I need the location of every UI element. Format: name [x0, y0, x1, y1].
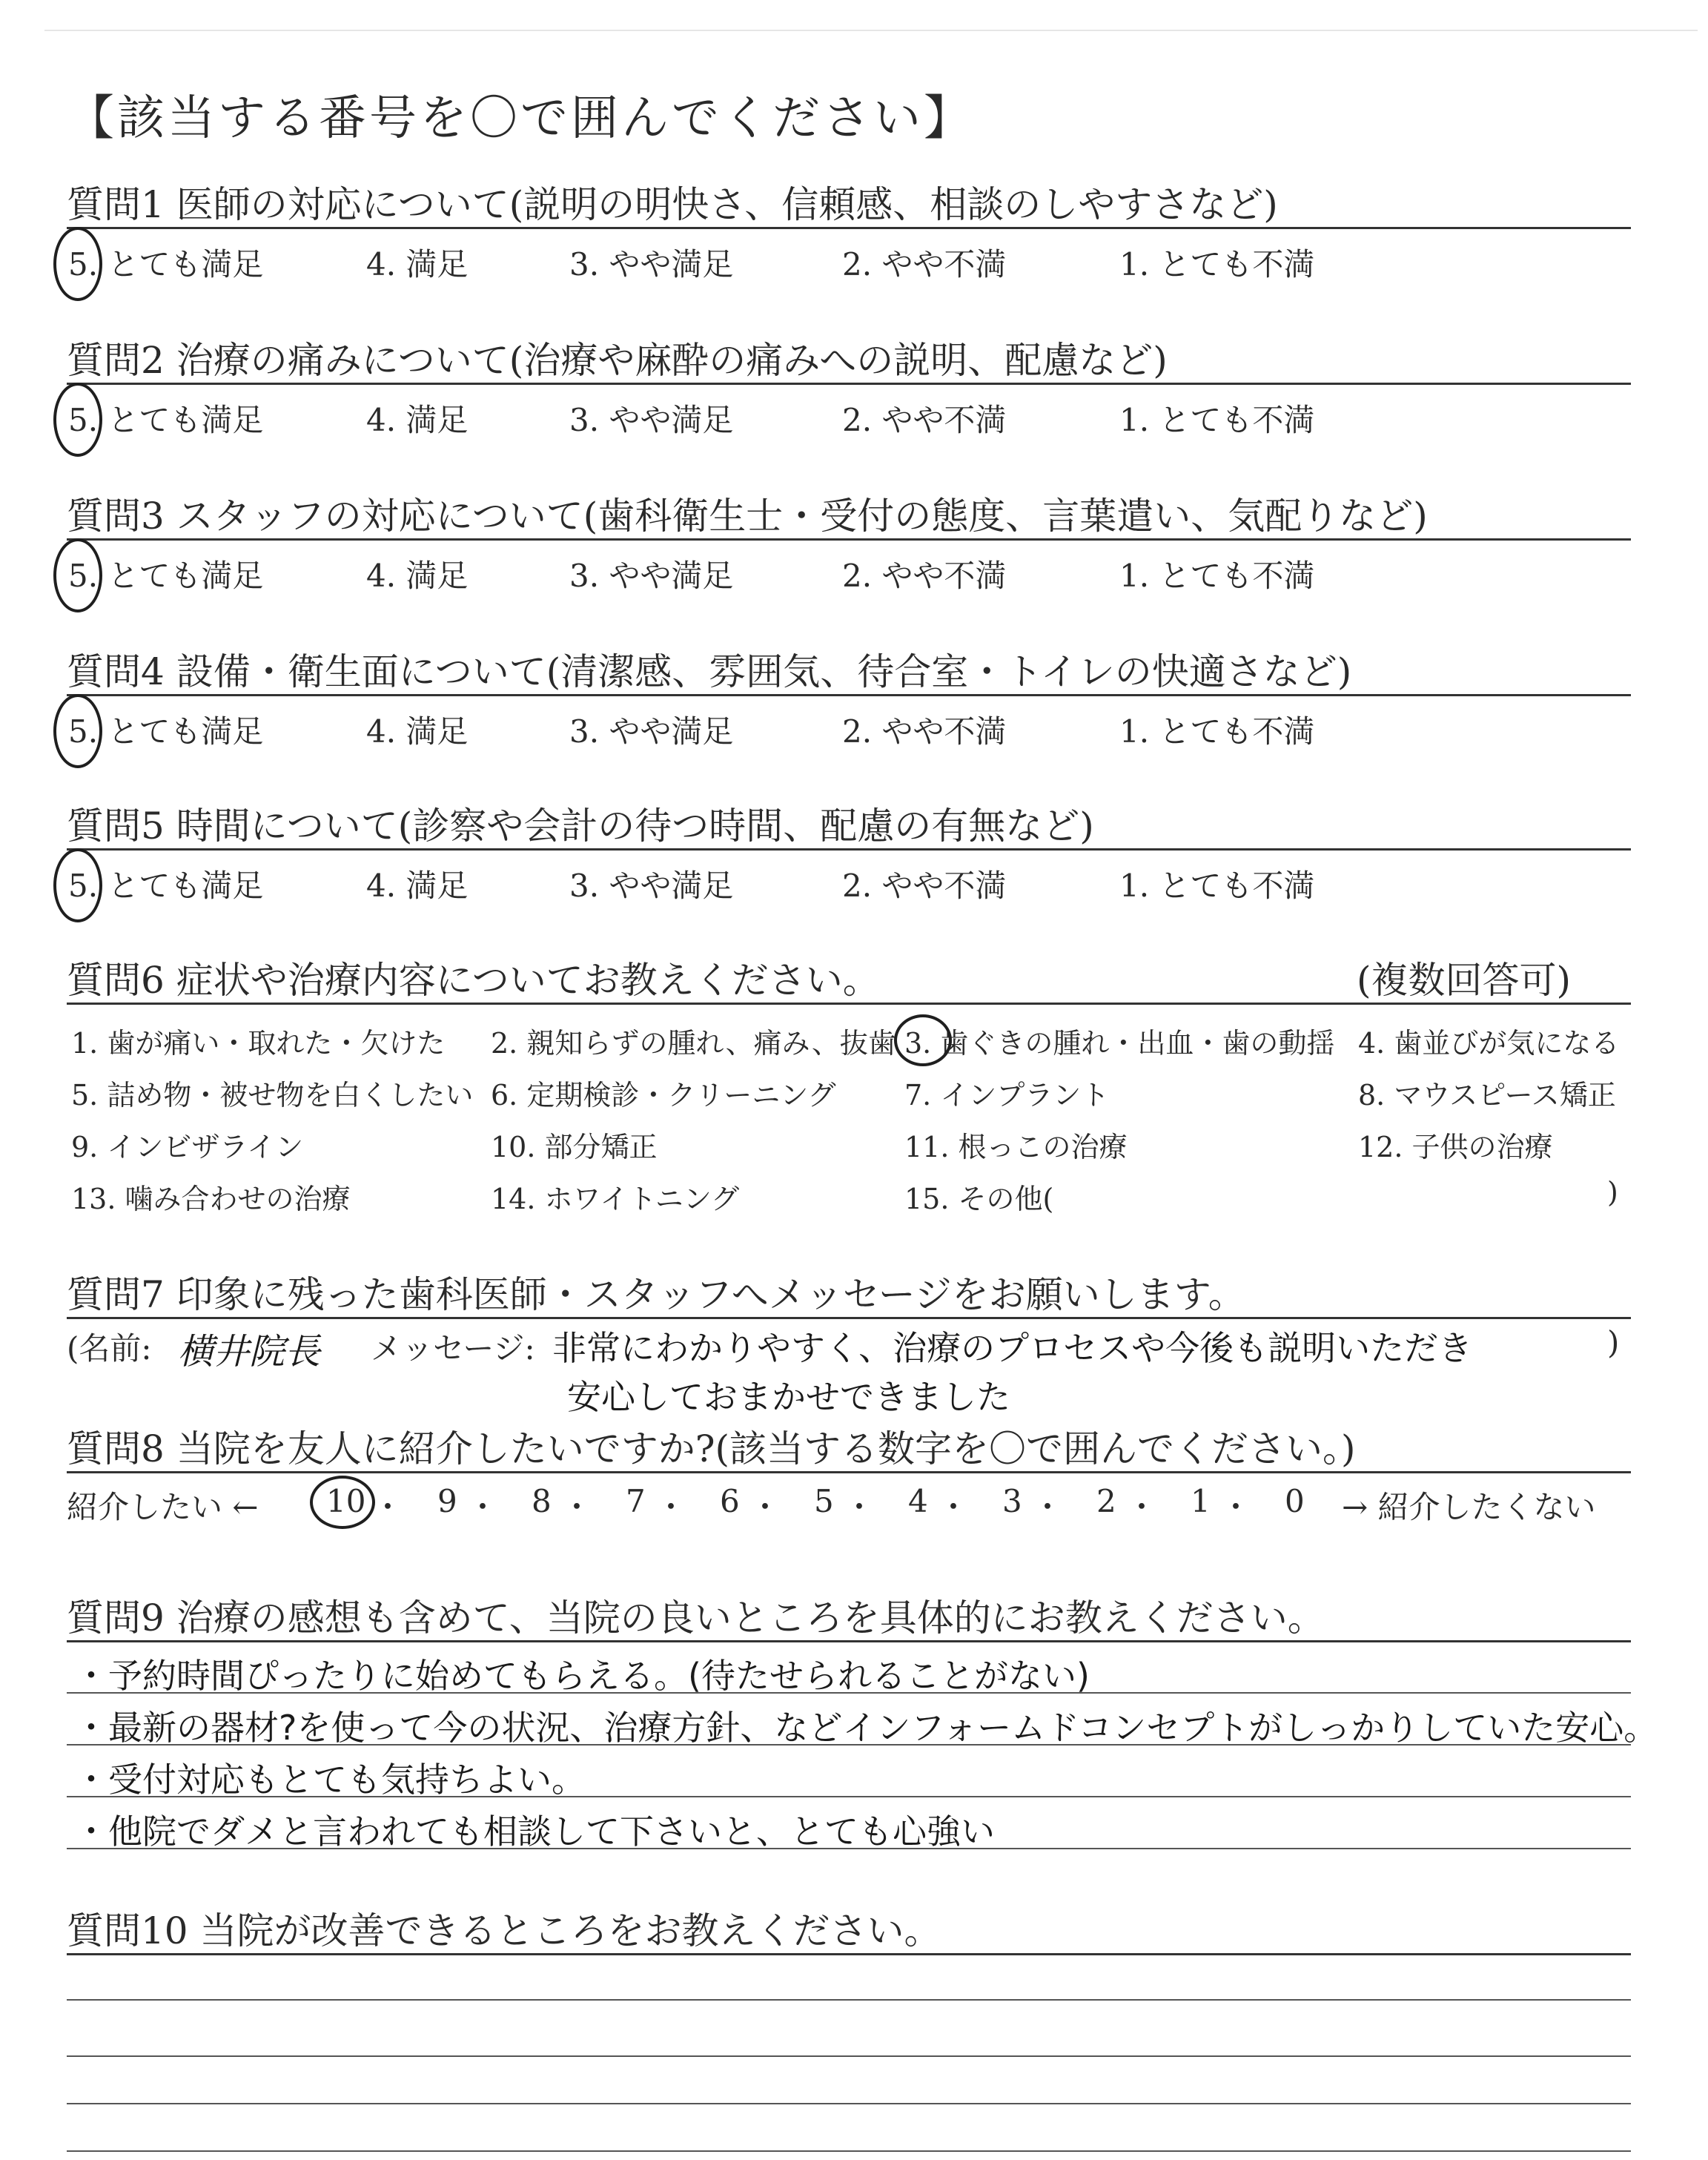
q8-separator: ・ — [844, 1489, 875, 1525]
q5-title: 質問5 時間について(診察や会計の待つ時間、配慮の有無など) — [67, 805, 1094, 848]
q6-item-4[interactable]: 4. 歯並びが気になる — [1358, 1027, 1620, 1060]
q6-item-12[interactable]: 12. 子供の治療 — [1358, 1131, 1553, 1163]
q8-score-5[interactable]: 5 — [814, 1483, 834, 1519]
q2-option-4[interactable]: 4. 満足 — [366, 402, 469, 438]
q1-option-5[interactable]: 5. とても満足 — [68, 246, 264, 283]
q4-title: 質問4 設備・衛生面について(清潔感、雰囲気、待合室・トイレの快適さなど) — [67, 650, 1352, 693]
q8-score-10[interactable]: 10 — [326, 1483, 366, 1519]
q8-score-8[interactable]: 8 — [532, 1483, 552, 1519]
q8-score-4[interactable]: 4 — [908, 1483, 928, 1519]
q2-rule — [67, 383, 1631, 385]
q5-rule — [67, 848, 1631, 851]
q8-separator: ・ — [938, 1489, 970, 1525]
q4-option-1[interactable]: 1. とても不満 — [1119, 713, 1315, 750]
q6-item-1[interactable]: 1. 歯が痛い・取れた・欠けた — [71, 1027, 446, 1060]
q7-rule — [67, 1317, 1631, 1319]
q10-rule — [67, 2055, 1631, 2057]
q2-option-3[interactable]: 3. やや満足 — [569, 402, 734, 438]
q8-separator: ・ — [1032, 1489, 1064, 1525]
q10-rule — [67, 1999, 1631, 2001]
q6-item-15[interactable]: 15. その他( — [904, 1183, 1054, 1215]
q8-score-6[interactable]: 6 — [720, 1483, 740, 1519]
q7-close-paren: ) — [1607, 1324, 1620, 1361]
q8-score-1[interactable]: 1 — [1191, 1483, 1211, 1519]
q1-rule — [67, 227, 1631, 229]
q9-answer-1: ・予約時間ぴったりに始めてもらえる。(待たせられることがない) — [74, 1656, 1090, 1696]
q6-item-10[interactable]: 10. 部分矯正 — [491, 1131, 658, 1163]
q3-option-1[interactable]: 1. とても不満 — [1119, 558, 1315, 594]
q5-option-3[interactable]: 3. やや満足 — [569, 868, 734, 904]
q4-selection-mark — [53, 694, 102, 768]
q5-selection-mark — [53, 848, 102, 922]
q2-option-2[interactable]: 2. やや不満 — [842, 402, 1007, 438]
q6-item-8[interactable]: 8. マウスピース矯正 — [1358, 1079, 1616, 1112]
q7-message-label: メッセージ: — [371, 1330, 535, 1367]
q8-separator: ・ — [467, 1489, 499, 1525]
q9-answer-2: ・最新の器材?を使って今の状況、治療方針、などインフォームドコンセプトがしっかりしていた安心。 — [74, 1708, 1658, 1748]
page-heading: 【該当する番号を〇で囲んでください】 — [67, 91, 974, 146]
q10-rule — [67, 1953, 1631, 1955]
q6-item-14[interactable]: 14. ホワイトニング — [491, 1183, 740, 1215]
q3-option-5[interactable]: 5. とても満足 — [68, 558, 264, 594]
q6-item-7[interactable]: 7. インプラント — [904, 1079, 1110, 1112]
q6-item-11[interactable]: 11. 根っこの治療 — [904, 1131, 1128, 1163]
q8-score-2[interactable]: 2 — [1096, 1483, 1116, 1519]
q3-selection-mark — [53, 538, 102, 612]
q6-item-6[interactable]: 6. 定期検診・クリーニング — [491, 1079, 836, 1112]
q8-score-9[interactable]: 9 — [437, 1483, 457, 1519]
q6-item-3[interactable]: 3. 歯ぐきの腫れ・出血・歯の動揺 — [904, 1027, 1335, 1060]
q6-rule — [67, 1003, 1631, 1005]
q8-separator: ・ — [1126, 1489, 1158, 1525]
scan-top-edge — [44, 30, 1698, 31]
q6-title: 質問6 症状や治療内容についてお教えください。 — [67, 959, 880, 1002]
q8-separator: ・ — [655, 1489, 687, 1525]
q8-separator: ・ — [372, 1489, 404, 1525]
q5-option-5[interactable]: 5. とても満足 — [68, 868, 264, 904]
q7-name-label: (名前: — [67, 1330, 152, 1367]
q8-score-7[interactable]: 7 — [626, 1483, 646, 1519]
q7-name-value: 横井院長 — [178, 1331, 321, 1373]
q5-option-4[interactable]: 4. 満足 — [366, 868, 469, 904]
q2-option-5[interactable]: 5. とても満足 — [68, 402, 264, 438]
q1-title: 質問1 医師の対応について(説明の明快さ、信頼感、相談のしやすさなど) — [67, 183, 1278, 226]
q4-rule — [67, 694, 1631, 696]
q10-title: 質問10 当院が改善できるところをお教えください。 — [67, 1909, 941, 1952]
q8-separator: ・ — [749, 1489, 781, 1525]
q8-separator: ・ — [1220, 1489, 1252, 1525]
q3-option-4[interactable]: 4. 満足 — [366, 558, 469, 594]
q3-title: 質問3 スタッフの対応について(歯科衛生士・受付の態度、言葉遣い、気配りなど) — [67, 495, 1428, 538]
q3-option-3[interactable]: 3. やや満足 — [569, 558, 734, 594]
q1-option-3[interactable]: 3. やや満足 — [569, 246, 734, 283]
q8-title: 質問8 当院を友人に紹介したいですか?(該当する数字を〇で囲んでください。) — [67, 1427, 1356, 1470]
q4-option-4[interactable]: 4. 満足 — [366, 713, 469, 750]
q3-rule — [67, 538, 1631, 541]
q1-option-1[interactable]: 1. とても不満 — [1119, 246, 1315, 283]
q6-other-close-paren: ) — [1607, 1176, 1618, 1209]
q9-rule — [67, 1640, 1631, 1642]
q2-option-1[interactable]: 1. とても不満 — [1119, 402, 1315, 438]
q8-separator: ・ — [561, 1489, 593, 1525]
q10-rule — [67, 2103, 1631, 2104]
q3-option-2[interactable]: 2. やや不満 — [842, 558, 1007, 594]
q9-answer-3: ・受付対応もとても気持ちよい。 — [74, 1760, 586, 1800]
q9-title: 質問9 治療の感想も含めて、当院の良いところを具体的にお教えください。 — [67, 1596, 1325, 1639]
q10-rule — [67, 2150, 1631, 2152]
q7-message-line1: 非常にわかりやすく、治療のプロセスや今後も説明いただき — [552, 1328, 1473, 1368]
q5-option-2[interactable]: 2. やや不満 — [842, 868, 1007, 904]
q8-score-3[interactable]: 3 — [1002, 1483, 1022, 1519]
q6-selection-mark — [894, 1014, 952, 1066]
q1-selection-mark — [53, 227, 102, 301]
q1-option-4[interactable]: 4. 満足 — [366, 246, 469, 283]
q7-title: 質問7 印象に残った歯科医師・スタッフへメッセージをお願いします。 — [67, 1273, 1245, 1316]
q9-answer-4: ・他院でダメと言われても相談して下さいと、とても心強い — [74, 1811, 995, 1852]
q1-option-2[interactable]: 2. やや不満 — [842, 246, 1007, 283]
q6-item-9[interactable]: 9. インビザライン — [71, 1131, 304, 1163]
q6-note: (複数回答可) — [1357, 959, 1572, 1002]
q7-message-line2: 安心しておまかせできました — [567, 1377, 1010, 1417]
q2-title: 質問2 治療の痛みについて(治療や麻酔の痛みへの説明、配慮など) — [67, 339, 1168, 382]
q8-left-label: 紹介したい ← — [67, 1489, 259, 1525]
q4-option-3[interactable]: 3. やや満足 — [569, 713, 734, 750]
q5-option-1[interactable]: 1. とても不満 — [1119, 868, 1315, 904]
q6-item-2[interactable]: 2. 親知らずの腫れ、痛み、抜歯 — [491, 1027, 896, 1060]
q6-item-13[interactable]: 13. 噛み合わせの治療 — [71, 1183, 351, 1215]
q4-option-5[interactable]: 5. とても満足 — [68, 713, 264, 750]
q8-right-label: → 紹介したくない — [1342, 1489, 1596, 1525]
q8-rule — [67, 1471, 1631, 1473]
q8-score-0[interactable]: 0 — [1285, 1483, 1305, 1519]
q6-item-5[interactable]: 5. 詰め物・被せ物を白くしたい — [71, 1079, 474, 1112]
q8-selection-mark — [310, 1476, 375, 1529]
q4-option-2[interactable]: 2. やや不満 — [842, 713, 1007, 750]
q2-selection-mark — [53, 383, 102, 457]
